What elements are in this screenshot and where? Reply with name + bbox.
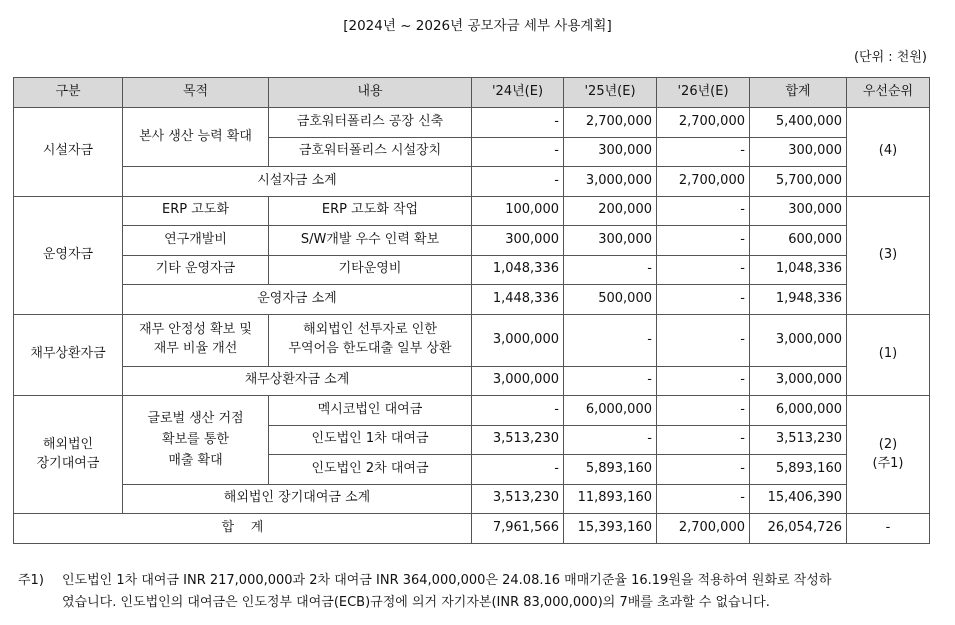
content-cell: ERP 고도화 작업	[269, 196, 472, 226]
purpose-cell	[123, 396, 269, 485]
value-total: 1,948,336	[750, 285, 847, 315]
group-label-facility: 시설자금	[14, 108, 123, 197]
value-2025: -	[564, 314, 657, 366]
value-2025: 5,893,160	[564, 455, 657, 485]
purpose-cell: 기타 운영자금	[123, 255, 269, 285]
value-2024: -	[472, 455, 564, 485]
value-2025: -	[564, 366, 657, 396]
value-total: 3,000,000	[750, 366, 847, 396]
content-line: 무역어음 한도대출 일부 상환	[288, 341, 452, 356]
subtotal-label: 해외법인 장기대여금 소계	[123, 484, 472, 514]
value-2025: 500,000	[564, 285, 657, 315]
subtotal-row	[14, 167, 930, 197]
value-2026: -	[657, 396, 750, 426]
fund-usage-table	[13, 77, 930, 544]
purpose-line: 재무 비율 개선	[153, 341, 238, 356]
group-label-operating: 운영자금	[14, 196, 123, 314]
group-label-line: 장기대여금	[36, 455, 100, 471]
value-2026: 2,700,000	[657, 167, 750, 197]
content-cell: 인도법인 1차 대여금	[269, 425, 472, 455]
value-2025: 300,000	[564, 226, 657, 256]
value-total: 1,048,336	[750, 255, 847, 285]
value-2026: -	[657, 226, 750, 256]
header-total: 합계	[750, 78, 847, 108]
purpose-cell: ERP 고도화	[123, 196, 269, 226]
value-2025: 2,700,000	[564, 108, 657, 138]
value-2026: 2,700,000	[657, 108, 750, 138]
footnote-line: 인도법인 1차 대여금 INR 217,000,000과 2차 대여금 INR 364,000,000은 24.08.16 매매기준율 16.19원을 적용하여 원화로 작성하	[62, 573, 832, 588]
value-2024: -	[472, 108, 564, 138]
value-2025: 11,893,160	[564, 484, 657, 514]
subtotal-row	[14, 484, 930, 514]
table-title: [2024년 ~ 2026년 공모자금 세부 사용계획]	[343, 18, 612, 34]
value-2024: -	[472, 137, 564, 167]
value-2026: -	[657, 255, 750, 285]
subtotal-row	[14, 285, 930, 315]
value-2024: 3,000,000	[472, 314, 564, 366]
header-priority: 우선순위	[847, 78, 930, 108]
priority-line: (주1)	[872, 455, 904, 471]
value-2024: 3,513,230	[472, 484, 564, 514]
value-2025: 300,000	[564, 137, 657, 167]
priority-cell: (4)	[847, 108, 930, 197]
header-2025: '25년(E)	[564, 78, 657, 108]
table-row	[14, 108, 930, 138]
priority-cell: (1)	[847, 314, 930, 396]
priority-cell: (3)	[847, 196, 930, 314]
priority-cell	[847, 396, 930, 514]
footnote-text	[62, 570, 938, 614]
value-2024: 3,513,230	[472, 425, 564, 455]
header-purpose: 목적	[123, 78, 269, 108]
group-label-debt: 채무상환자금	[14, 314, 123, 396]
content-cell: 금호워터폴리스 공장 신축	[269, 108, 472, 138]
purpose-line: 매출 확대	[168, 453, 223, 469]
header-row	[14, 78, 930, 108]
group-label-overseas	[14, 396, 123, 514]
value-2025: 6,000,000	[564, 396, 657, 426]
value-total: 5,893,160	[750, 455, 847, 485]
purpose-line: 확보를 통한	[162, 432, 229, 448]
value-total: 5,700,000	[750, 167, 847, 197]
purpose-cell	[123, 314, 269, 366]
table-row	[14, 226, 930, 256]
purpose-cell: 본사 생산 능력 확대	[123, 108, 269, 167]
group-label-line: 해외법인	[42, 436, 94, 452]
subtotal-label: 채무상환자금 소계	[123, 366, 472, 396]
purpose-line: 글로벌 생산 거점	[147, 410, 244, 426]
value-2024: 7,961,566	[472, 514, 564, 544]
content-cell: 인도법인 2차 대여금	[269, 455, 472, 485]
table-row	[14, 396, 930, 426]
value-2024: -	[472, 167, 564, 197]
value-total: 300,000	[750, 196, 847, 226]
subtotal-row	[14, 366, 930, 396]
grand-total-label: 합 계	[14, 514, 472, 544]
value-2026: -	[657, 314, 750, 366]
unit-label: (단위 : 천원)	[853, 50, 927, 65]
value-2026: -	[657, 366, 750, 396]
priority-line: (2)	[878, 436, 898, 452]
content-line: 해외법인 선투자로 인한	[303, 322, 437, 338]
value-2026: -	[657, 455, 750, 485]
value-2026: -	[657, 137, 750, 167]
priority-cell: -	[847, 514, 930, 544]
table-row	[14, 255, 930, 285]
value-total: 5,400,000	[750, 108, 847, 138]
value-2024: 1,448,336	[472, 285, 564, 315]
table-row	[14, 314, 930, 366]
content-cell: 금호워터폴리스 시설장치	[269, 137, 472, 167]
value-2024: 1,048,336	[472, 255, 564, 285]
value-2024: -	[472, 396, 564, 426]
value-total: 3,513,230	[750, 425, 847, 455]
header-category: 구분	[14, 78, 123, 108]
value-2025: 200,000	[564, 196, 657, 226]
subtotal-label: 시설자금 소계	[123, 167, 472, 197]
value-2026: -	[657, 425, 750, 455]
value-2024: 100,000	[472, 196, 564, 226]
grand-total-row	[14, 514, 930, 544]
value-total: 300,000	[750, 137, 847, 167]
header-content: 내용	[269, 78, 472, 108]
value-2026: 2,700,000	[657, 514, 750, 544]
value-2026: -	[657, 484, 750, 514]
footnote-line: 였습니다. 인도법인의 대여금은 인도정부 대여금(ECB)규정에 의거 자기자본(INR 83,000,000)의 7배를 초과할 수 없습니다.	[62, 595, 770, 610]
purpose-line: 재무 안정성 확보 및	[139, 322, 252, 338]
value-2024: 3,000,000	[472, 366, 564, 396]
value-2024: 300,000	[472, 226, 564, 256]
value-2026: -	[657, 196, 750, 226]
value-2025: 15,393,160	[564, 514, 657, 544]
value-total: 15,406,390	[750, 484, 847, 514]
subtotal-label: 운영자금 소계	[123, 285, 472, 315]
content-cell	[269, 314, 472, 366]
value-2025: -	[564, 425, 657, 455]
value-total: 6,000,000	[750, 396, 847, 426]
value-total: 600,000	[750, 226, 847, 256]
footnote-label: 주1)	[18, 573, 44, 588]
content-cell: S/W개발 우수 인력 확보	[269, 226, 472, 256]
content-cell: 멕시코법인 대여금	[269, 396, 472, 426]
header-2026: '26년(E)	[657, 78, 750, 108]
value-2025: -	[564, 255, 657, 285]
content-cell: 기타운영비	[269, 255, 472, 285]
value-2026: -	[657, 285, 750, 315]
value-2025: 3,000,000	[564, 167, 657, 197]
header-2024: '24년(E)	[472, 78, 564, 108]
table-row	[14, 196, 930, 226]
purpose-cell: 연구개발비	[123, 226, 269, 256]
value-total: 3,000,000	[750, 314, 847, 366]
value-total: 26,054,726	[750, 514, 847, 544]
